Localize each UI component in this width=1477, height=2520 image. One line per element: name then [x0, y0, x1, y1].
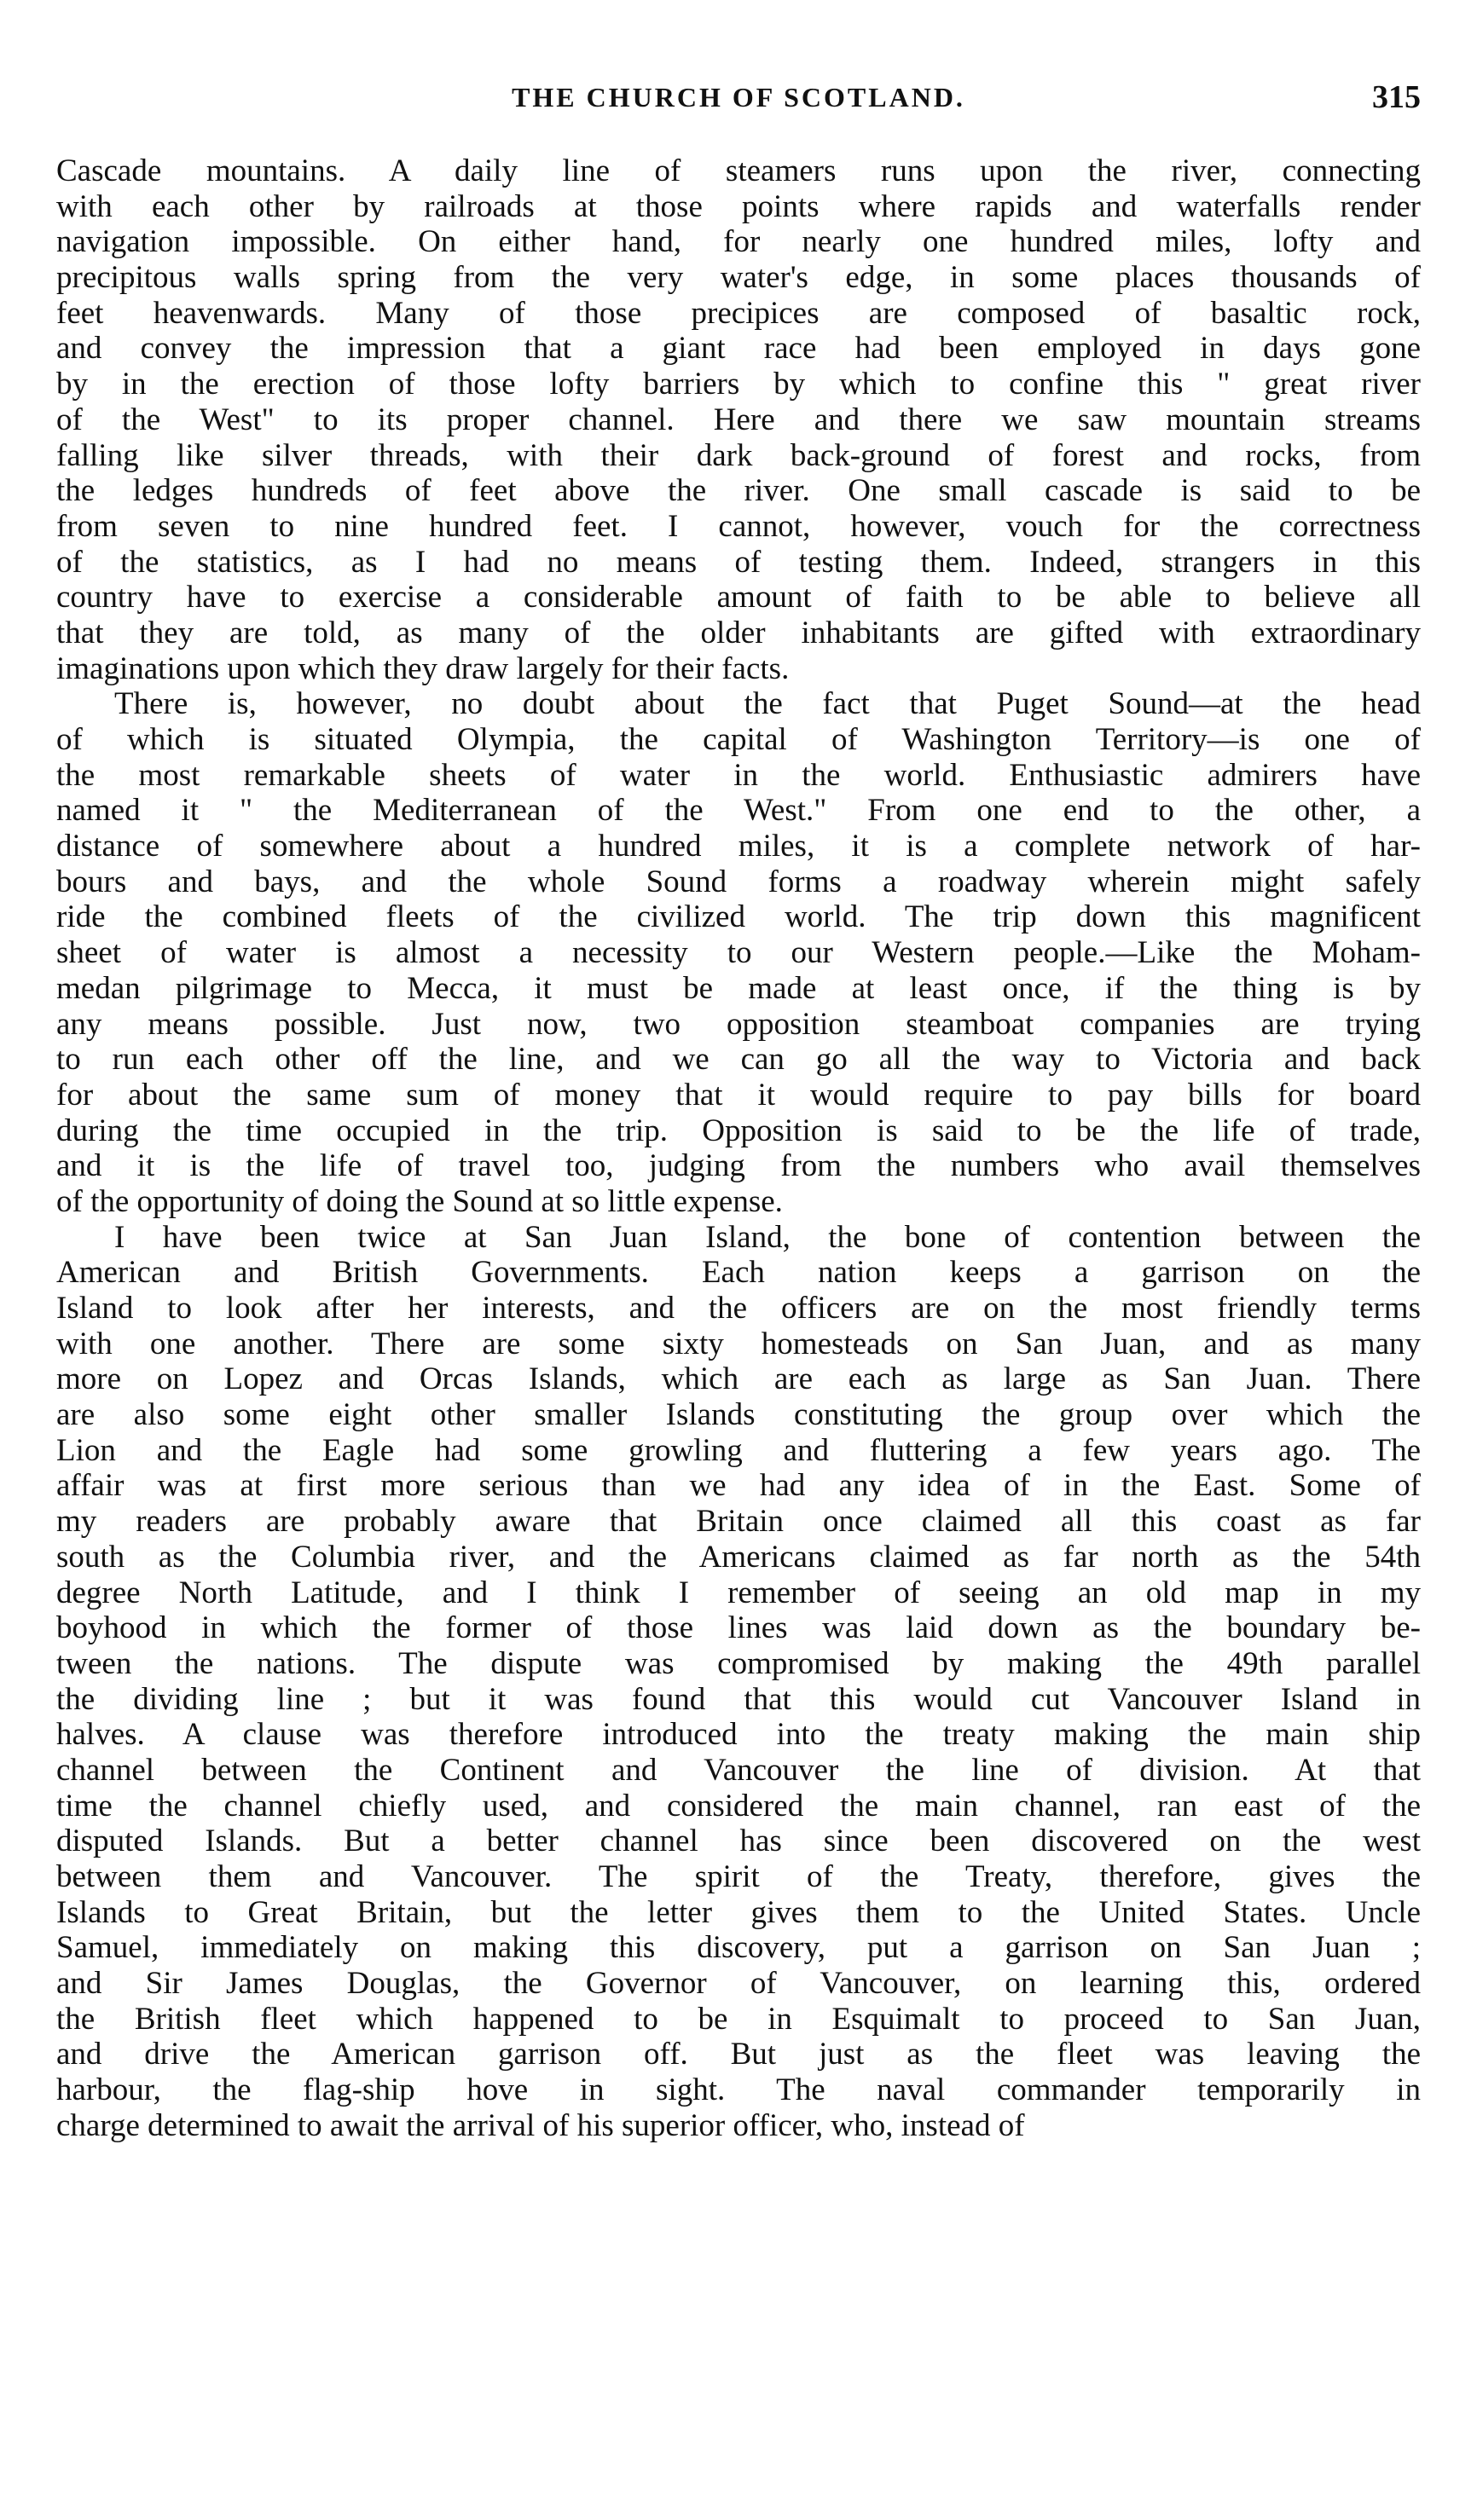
text-line: I have been twice at San Juan Island, the bone of contention between the — [114, 1219, 1421, 1255]
body-text — [56, 153, 1421, 2144]
text-line: and convey the impression that a giant race had been employed in days gone — [56, 331, 1421, 367]
running-title: THE CHURCH OF SCOTLAND. — [512, 82, 965, 113]
paragraph — [56, 153, 1421, 686]
text-line: There is, however, no doubt about the fact that Puget Sound—at the head — [114, 686, 1421, 722]
text-line: boyhood in which the former of those lines was laid down as the boundary be- — [56, 1610, 1421, 1646]
text-line: Cascade mountains. A daily line of steamers runs upon the river, connecting — [56, 153, 1421, 188]
text-line: the ledges hundreds of feet above the river. One small cascade is said to be — [56, 473, 1421, 509]
text-line: and drive the American garrison off. But just as the fleet was leaving the — [56, 2037, 1421, 2072]
text-line: named it " the Mediterranean of the West." From one end to the other, a — [56, 793, 1421, 829]
text-line: navigation impossible. On either hand, for nearly one hundred miles, lofty and — [56, 224, 1421, 260]
text-line: from seven to nine hundred feet. I cannot, however, vouch for the correctness — [56, 508, 1421, 544]
paragraph — [56, 1220, 1421, 2144]
text-line: and it is the life of travel too, judging from the numbers who avail themselves — [56, 1148, 1421, 1184]
text-line: are also some eight other smaller Islands constituting the group over which the — [56, 1397, 1421, 1433]
text-line: tween the nations. The dispute was compromised by making the 49th parallel — [56, 1645, 1421, 1681]
text-line: of the West" to its proper channel. Here and there we saw mountain streams — [56, 402, 1421, 437]
text-line: imaginations upon which they draw largely for their facts. — [56, 650, 790, 686]
text-line: that they are told, as many of the older inhabitants are gifted with extraordinary — [56, 615, 1421, 650]
text-line: feet heavenwards. Many of those precipices are composed of basaltic rock, — [56, 295, 1421, 331]
text-line: of the opportunity of doing the Sound at so little expense. — [56, 1183, 783, 1219]
text-line: the most remarkable sheets of water in the world. Enthusiastic admirers have — [56, 757, 1421, 793]
text-line: with each other by railroads at those points where rapids and waterfalls render — [56, 188, 1421, 224]
text-line: of the statistics, as I had no means of testing them. Indeed, strangers in this — [56, 544, 1421, 580]
text-line: American and British Governments. Each nation keeps a garrison on the — [56, 1255, 1421, 1291]
text-line: Islands to Great Britain, but the letter gives them to the United States. Uncle — [56, 1894, 1421, 1930]
text-line: any means possible. Just now, two opposition steamboat companies are trying — [56, 1006, 1421, 1042]
text-line: during the time occupied in the trip. Opposition is said to be the life of trade, — [56, 1113, 1421, 1148]
text-line: country have to exercise a considerable amount of faith to be able to believe all — [56, 580, 1421, 616]
text-line: falling like silver threads, with their dark back-ground of forest and rocks, from — [56, 437, 1421, 473]
text-line: disputed Islands. But a better channel has since been discovered on the west — [56, 1824, 1421, 1859]
text-line: halves. A clause was therefore introduced into the treaty making the main ship — [56, 1717, 1421, 1753]
text-line: channel between the Continent and Vancouver the line of division. At that — [56, 1752, 1421, 1788]
text-line: sheet of water is almost a necessity to our Western people.—Like the Moham- — [56, 935, 1421, 971]
text-line: by in the erection of those lofty barriers by which to confine this " great river — [56, 367, 1421, 402]
text-line: charge determined to await the arrival of his superior officer, who, instead of — [56, 2107, 1025, 2143]
text-line: Lion and the Eagle had some growling and fluttering a few years ago. The — [56, 1432, 1421, 1468]
running-header — [0, 72, 1477, 123]
text-line: harbour, the flag-ship hove in sight. The naval commander temporarily in — [56, 2072, 1421, 2108]
text-line: ride the combined fleets of the civilized world. The trip down this magnificent — [56, 899, 1421, 935]
text-line: degree North Latitude, and I think I remember of seeing an old map in my — [56, 1575, 1421, 1610]
text-line: time the channel chiefly used, and considered the main channel, ran east of the — [56, 1788, 1421, 1824]
text-line: the dividing line ; but it was found that this would cut Vancouver Island in — [56, 1681, 1421, 1717]
text-line: bours and bays, and the whole Sound forms a roadway wherein might safely — [56, 864, 1421, 899]
text-line: distance of somewhere about a hundred miles, it is a complete network of har- — [56, 829, 1421, 864]
text-line: more on Lopez and Orcas Islands, which are each as large as San Juan. There — [56, 1361, 1421, 1397]
text-line: the British fleet which happened to be in Esquimalt to proceed to San Juan, — [56, 2001, 1421, 2037]
text-line: Island to look after her interests, and the officers are on the most friendly terms — [56, 1291, 1421, 1326]
text-line: and Sir James Douglas, the Governor of Vancouver, on learning this, ordered — [56, 1966, 1421, 2002]
text-line: affair was at first more serious than we had any idea of in the East. Some of — [56, 1468, 1421, 1504]
text-line: for about the same sum of money that it would require to pay bills for board — [56, 1077, 1421, 1113]
text-line: between them and Vancouver. The spirit of the Treaty, therefore, gives the — [56, 1859, 1421, 1894]
text-line: to run each other off the line, and we can go all the way to Victoria and back — [56, 1042, 1421, 1078]
paragraph — [56, 686, 1421, 1219]
text-line: of which is situated Olympia, the capital of Washington Territory—is one of — [56, 722, 1421, 757]
text-line: Samuel, immediately on making this discovery, put a garrison on San Juan ; — [56, 1930, 1421, 1966]
text-line: medan pilgrimage to Mecca, it must be made at least once, if the thing is by — [56, 970, 1421, 1006]
text-line: with one another. There are some sixty homesteads on San Juan, and as many — [56, 1326, 1421, 1361]
text-line: my readers are probably aware that Britain once claimed all this coast as far — [56, 1504, 1421, 1540]
text-line: south as the Columbia river, and the Americans claimed as far north as the 54th — [56, 1539, 1421, 1575]
text-line: precipitous walls spring from the very water's edge, in some places thousands of — [56, 260, 1421, 296]
page-number: 315 — [1372, 79, 1421, 115]
